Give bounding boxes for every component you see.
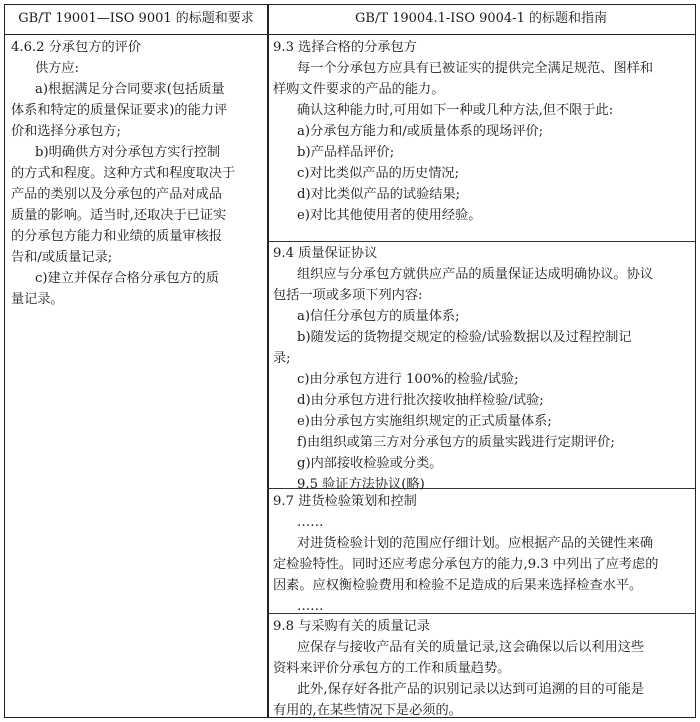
text-line: 包括一项或多项下列内容: (273, 288, 423, 303)
header-right: GB/T 19004.1-ISO 9004-1 的标题和指南 (355, 11, 607, 26)
text-line: 样购文件要求的产品的能力。 (273, 82, 445, 97)
ellipsis: …… (297, 599, 324, 614)
text-line: 供方应: (35, 61, 80, 76)
table-header (5, 5, 695, 35)
clause-9-4-heading: 9.4 质量保证协议 (273, 246, 378, 261)
row-divider-9-4 (267, 241, 695, 242)
text-line: 因素。应权衡检验费用和检验不足造成的后果来选择检查水平。 (273, 578, 643, 593)
text-line: g)内部接收检验或分类。 (297, 456, 443, 471)
ellipsis: …… (297, 515, 324, 530)
clause-4-6-2-heading: 4.6.2 分承包方的评价 (11, 40, 142, 55)
standards-comparison-table (4, 4, 696, 718)
text-line: d)对比类似产品的试验结果; (297, 187, 461, 202)
text-line: 价和选择分承包方; (11, 124, 121, 139)
text-line: b)明确供方对分承包方实行控制 (35, 145, 221, 160)
text-line: c)建立并保存合格分承包方的质 (35, 271, 219, 286)
row-divider-9-8 (267, 613, 695, 614)
text-line: 的分承包方能力和业绩的质量审核报 (11, 229, 222, 244)
text-line: e)由分承包方实施组织规定的正式质量体系; (297, 414, 552, 429)
text-line: 质量的影响。适当时,还取决于已证实 (11, 208, 227, 223)
text-line: 定检验特性。同时还应考虑分承包方的能力,9.3 中列出了应考虑的 (273, 557, 659, 572)
text-line: a)根据满足分合同要求(包括质量 (35, 82, 225, 97)
text-line: 录; (273, 351, 291, 366)
text-line: 每一个分承包方应具有已被证实的提供完全满足规范、图样和 (297, 61, 654, 76)
text-line: c)由分承包方进行 100%的检验/试验; (297, 372, 519, 387)
column-divider (267, 5, 269, 717)
clause-9-3-heading: 9.3 选择合格的分承包方 (273, 40, 417, 55)
text-line: f)由组织或第三方对分承包方的质量实践进行定期评价; (297, 435, 615, 450)
text-line: 产品的类别以及分承包的产品对成品 (11, 187, 222, 202)
text-line: c)对比类似产品的历史情况; (297, 166, 460, 181)
text-line: e)对比其他使用者的使用经验。 (297, 208, 482, 223)
text-line: a)分承包方能力和/或质量体系的现场评价; (297, 124, 544, 139)
text-line: 组织应与分承包方就供应产品的质量保证达成明确协议。协议 (297, 267, 654, 282)
text-line: b)随发运的货物提交规定的检验/试验数据以及过程控制记 (297, 330, 632, 345)
text-line: 资料来评价分承包方的工作和质量趋势。 (273, 661, 511, 676)
clause-9-5-heading: 9.5 验证方法协议(略) (297, 477, 425, 492)
text-line: 应保存与接收产品有关的质量记录,这会确保以后以利用这些 (297, 640, 645, 655)
text-line: 量记录。 (11, 292, 64, 307)
text-line: 体系和特定的质量保证要求)的能力评 (11, 103, 228, 118)
clause-9-8-heading: 9.8 与采购有关的质量记录 (273, 619, 431, 634)
text-line: 告和/或质量记录; (11, 250, 113, 265)
text-line: a)信任分承包方的质量体系; (297, 309, 460, 324)
text-line: d)由分承包方进行批次接收抽样检验/试验; (297, 393, 544, 408)
text-line: 的方式和程度。这种方式和程度取决于 (11, 166, 236, 181)
text-line: 确认这种能力时,可用如下一种或几种方法,但不限于此: (297, 103, 614, 118)
clause-9-7-heading: 9.7 进货检验策划和控制 (273, 494, 417, 509)
text-line: 有用的,在某些情况下是必须的。 (273, 703, 462, 718)
text-line: 对进货检验计划的范围应仔细计划。应根据产品的关键性来确 (297, 536, 654, 551)
text-line: b)产品样品评价; (297, 145, 395, 160)
text-line: 此外,保存好各批产品的识别记录以达到可追溯的目的可能是 (297, 682, 645, 697)
header-left: GB/T 19001—ISO 9001 的标题和要求 (18, 11, 254, 26)
